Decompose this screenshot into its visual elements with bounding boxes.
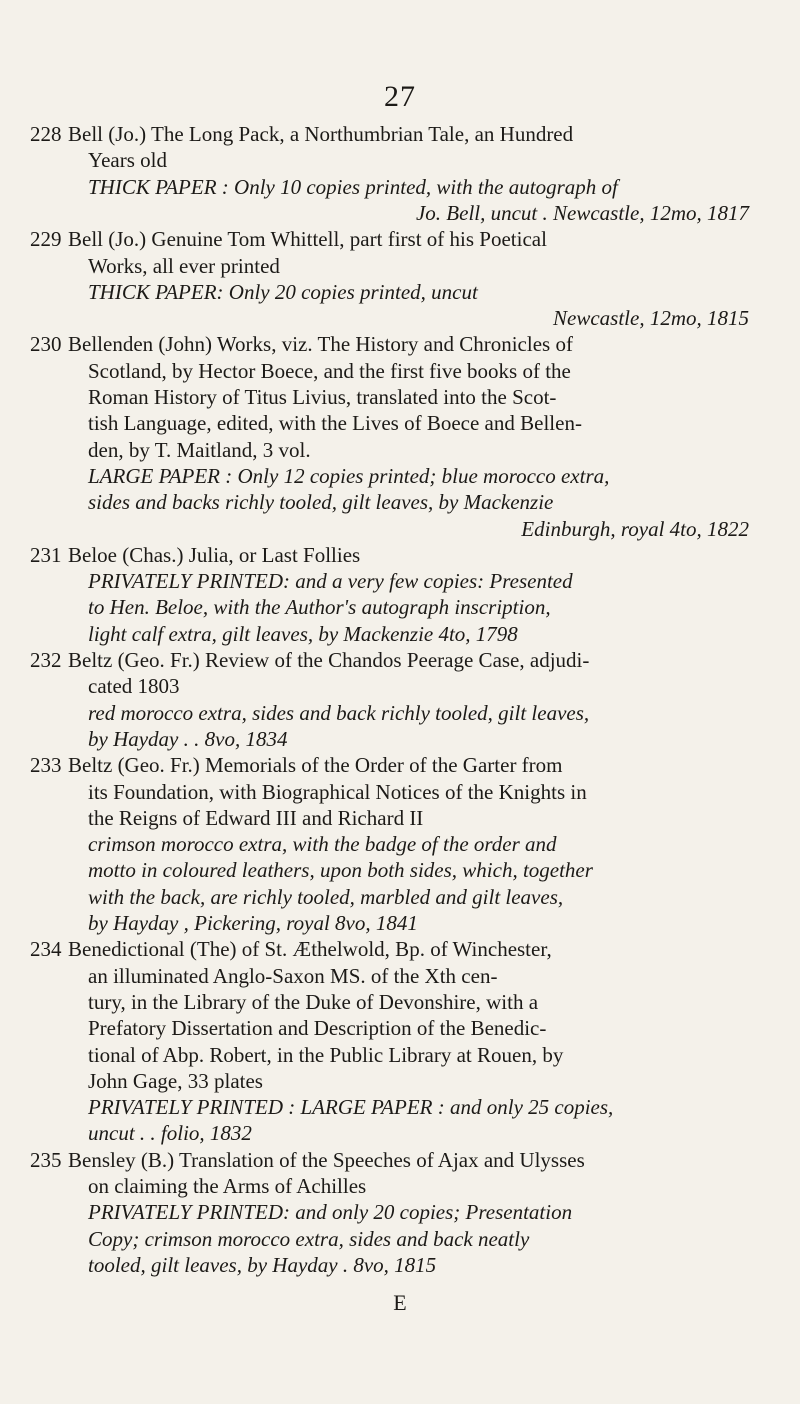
entry-line: PRIVATELY PRINTED : LARGE PAPER : and only 25 copies, xyxy=(88,1095,614,1120)
entry-line: an illuminated Anglo-Saxon MS. of the Xth cen- xyxy=(88,963,498,988)
entry-number: 229 xyxy=(30,227,62,252)
entry-line: Benedictional (The) of St. Æthelwold, Bp. of Winchester, xyxy=(68,937,552,962)
entry-line: cated 1803 xyxy=(88,674,180,699)
entry-line: PRIVATELY PRINTED: and a very few copies: Presented xyxy=(88,569,573,594)
entry-number: 232 xyxy=(30,648,62,672)
entry-line: Roman History of Titus Livius, translated into the Scot- xyxy=(88,385,557,409)
entry-line: Beltz (Geo. Fr.) Review of the Chandos Peerage Case, adjudi- xyxy=(68,648,590,672)
signature-mark: E xyxy=(393,1290,407,1315)
entry-line: tional of Abp. Robert, in the Public Library at Rouen, by xyxy=(88,1042,564,1067)
entry-line: Years old xyxy=(88,148,167,173)
entry-number: 233 xyxy=(30,753,62,778)
entry-line: by Hayday . . 8vo, 1834 xyxy=(88,726,288,751)
entry-line: motto in coloured leathers, upon both sides, which, together xyxy=(88,858,593,883)
entry-line: Bell (Jo.) The Long Pack, a Northumbrian Tale, an Hundred xyxy=(68,122,574,146)
entry-line: THICK PAPER: Only 20 copies printed, uncut xyxy=(88,279,478,304)
entry-line: THICK PAPER : Only 10 copies printed, with the autograph of xyxy=(88,174,618,199)
entry-line: Beltz (Geo. Fr.) Memorials of the Order of the Garter from xyxy=(68,753,563,778)
entry-line: on claiming the Arms of Achilles xyxy=(88,1174,367,1198)
entry-line: Edinburgh, royal 4to, 1822 xyxy=(521,516,749,541)
entry-number: 235 xyxy=(30,1147,62,1172)
entry-line: Scotland, by Hector Boece, and the first five books of the xyxy=(88,358,571,383)
entry-line: tury, in the Library of the Duke of Devonshire, with a xyxy=(88,989,539,1014)
entry-line: Newcastle, 12mo, 1815 xyxy=(553,306,749,331)
entry-line: to Hen. Beloe, with the Author's autograph inscription, xyxy=(88,595,551,620)
entry-line: Jo. Bell, uncut . Newcastle, 12mo, 1817 xyxy=(415,200,749,225)
entry-line: tooled, gilt leaves, by Hayday . 8vo, 1815 xyxy=(88,1252,437,1277)
page-number: 27 xyxy=(384,80,416,113)
entry-line: PRIVATELY PRINTED: and only 20 copies; Presentation xyxy=(88,1200,573,1225)
entry-line: with the back, are richly tooled, marbled and gilt leaves, xyxy=(88,884,564,909)
entry-line: den, by T. Maitland, 3 vol. xyxy=(88,437,311,462)
entry-line: LARGE PAPER : Only 12 copies printed; blue morocco extra, xyxy=(88,463,610,488)
entry-number: 234 xyxy=(30,937,62,962)
entry-line: uncut . . folio, 1832 xyxy=(88,1121,252,1146)
entry-line: red morocco extra, sides and back richly tooled, gilt leaves, xyxy=(88,700,590,725)
entry-line: Prefatory Dissertation and Description of the Benedic- xyxy=(88,1016,547,1041)
entry-line: Bensley (B.) Translation of the Speeches of Ajax and Ulysses xyxy=(68,1147,585,1172)
entry-line: its Foundation, with Biographical Notices of the Knights in xyxy=(88,779,587,804)
entry-line: the Reigns of Edward III and Richard II xyxy=(88,805,424,830)
entry-line: crimson morocco extra, with the badge of the order and xyxy=(88,832,557,857)
entry-line: Bell (Jo.) Genuine Tom Whittell, part first of his Poetical xyxy=(68,227,547,252)
entry-line: light calf extra, gilt leaves, by Mackenzie 4to, 1798 xyxy=(88,621,518,646)
entry-line: by Hayday , Pickering, royal 8vo, 1841 xyxy=(88,911,418,935)
entry-line: John Gage, 33 plates xyxy=(88,1068,263,1093)
entry-number: 231 xyxy=(30,542,62,567)
entry-line: sides and backs richly tooled, gilt leaves, by Mackenzie xyxy=(88,490,554,515)
entry-number: 230 xyxy=(30,332,62,357)
entry-line: Bellenden (John) Works, viz. The History and Chronicles of xyxy=(68,332,573,357)
entry-number: 228 xyxy=(30,122,62,146)
entry-line: Works, all ever printed xyxy=(88,253,280,278)
entry-line: Copy; crimson morocco extra, sides and back neatly xyxy=(88,1226,530,1251)
entry-line: Beloe (Chas.) Julia, or Last Follies xyxy=(68,542,361,567)
entry-line: tish Language, edited, with the Lives of Boece and Bellen- xyxy=(88,411,582,436)
